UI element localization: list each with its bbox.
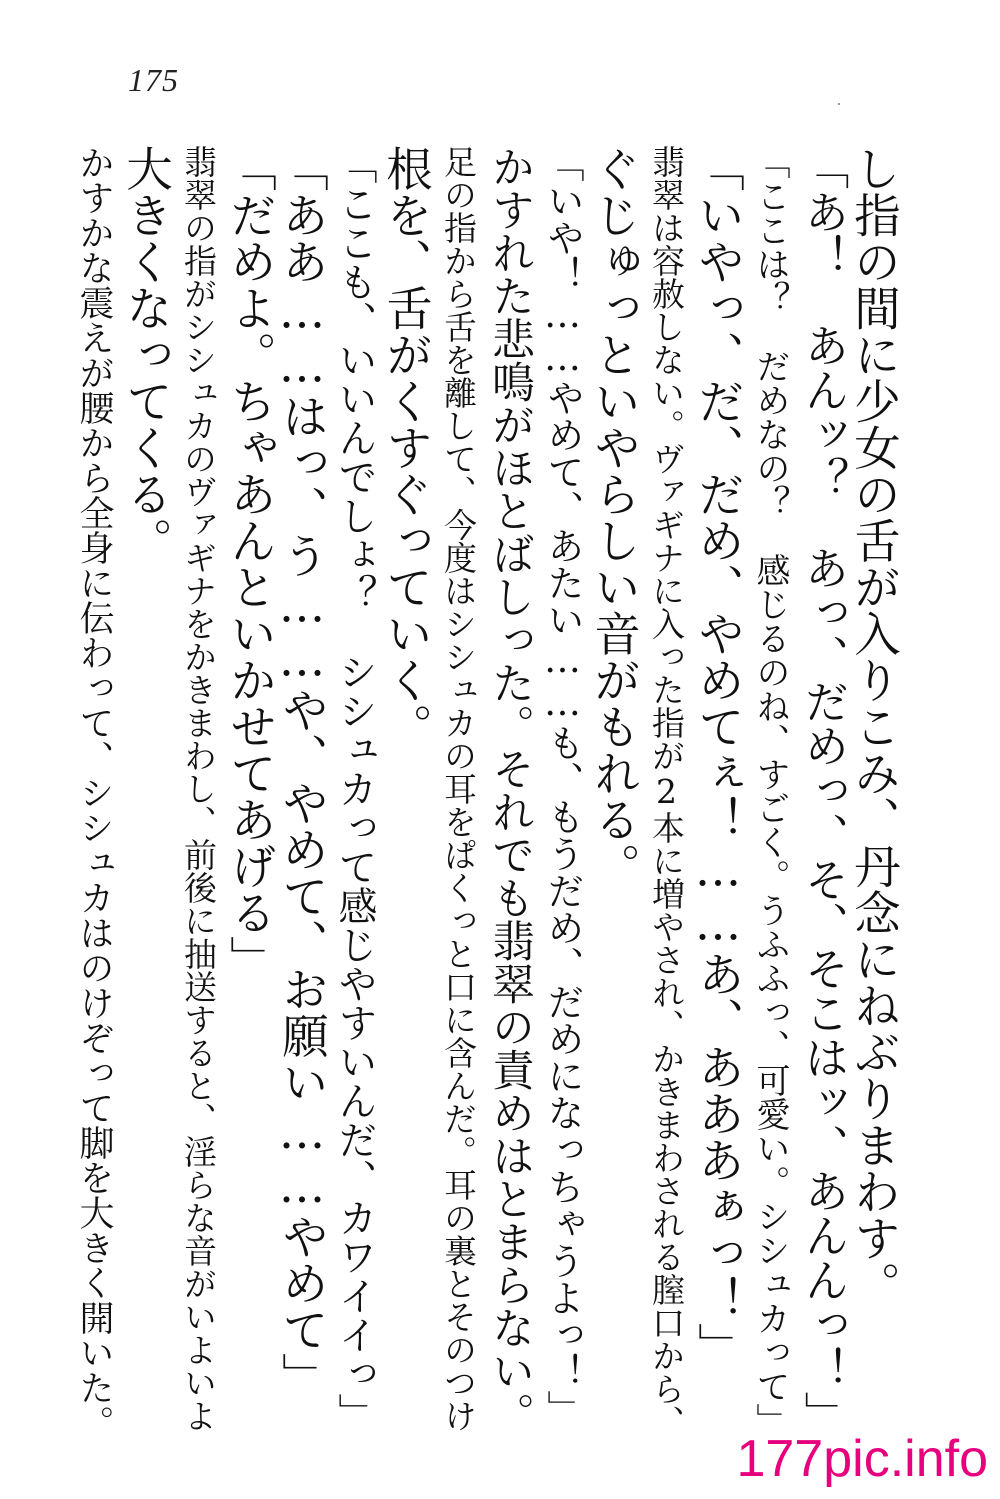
stray-mark — [838, 103, 840, 105]
text-column: 「いやっ、だ、だめ、やめてぇ！……あ、あああぁっ！」 — [691, 145, 745, 1369]
text-column: 「いや！……やめて、あたい……も、もうだめ、だめになっちゃうよっ！」 — [541, 145, 584, 1427]
text-column: 足の指から舌を離して、今度はシシュカの耳をぱくっと口に含んだ。耳の裏とそのつけ — [439, 145, 478, 1432]
text-column: 翡翠の指がシシュカのヴァギナをかきまわし、前後に抽送すると、淫らな音がいよいよ — [179, 145, 218, 1432]
text-column: 「ああ……はっ、う……や、やめて、お願い……やめて」 — [275, 145, 329, 1399]
text-column: ぐじゅっといやらしい音がもれる。 — [587, 145, 641, 889]
text-column: 「ここは？ だめなの？ 感じるのね、すごく。うふふっ、可愛い。シシュカって」 — [750, 145, 790, 1437]
text-column: 「あ！ あんッ？ あっ、だめっ、そ、そこはッ、あんんっ！」 — [797, 145, 848, 1436]
text-column: かすれた悲鳴がほとばしった。それでも翡翠の責めはとまらない。 — [485, 145, 535, 1435]
text-column: かすかな震えが腰から全身に伝わって、シシュカはのけぞって脚を大きく開いた。 — [74, 145, 114, 1440]
text-column: し指の間に少女の舌が入りこみ、丹念にねぶりまわす。 — [847, 145, 901, 1308]
page-number: 175 — [128, 62, 179, 98]
text-column: 「だめよ。ちゃあんといかせてあげる」 — [223, 145, 277, 982]
watermark: 177pic.info — [736, 1430, 988, 1488]
text-column: 根を、舌がくすぐっていく。 — [379, 145, 433, 750]
text-column: 「ここも、いいんでしょ？ シシュカって感じやすいんだ、カワイイっ」 — [332, 145, 377, 1432]
text-column: 翡翠は容赦しない。ヴァギナに入った指が2本に増やされ、かきまわされる膣口から、 — [647, 145, 686, 1438]
text-column: 大きくなってくる。 — [119, 145, 173, 564]
